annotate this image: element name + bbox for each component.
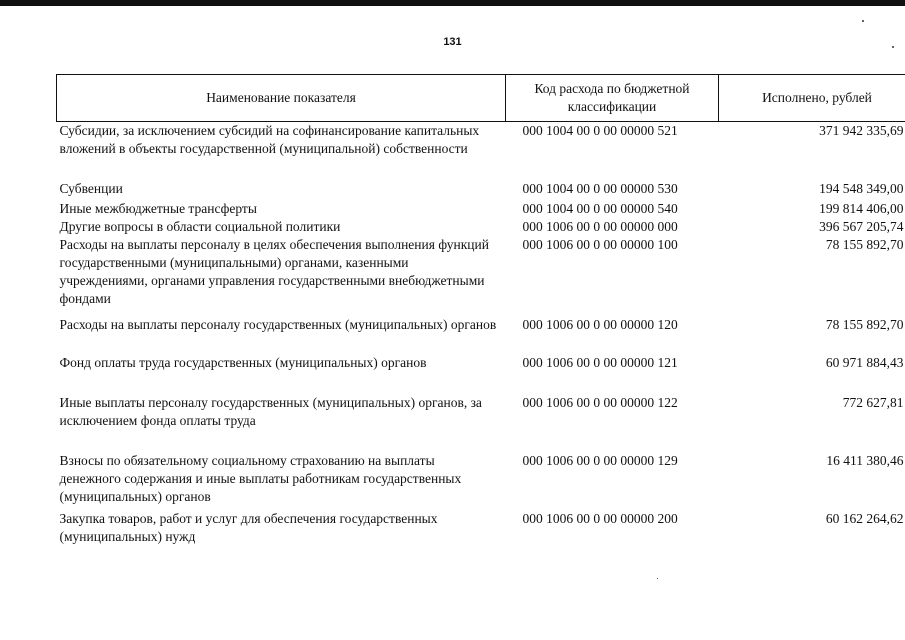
row-code: 000 1006 00 0 00 00000 121 xyxy=(522,354,678,370)
table-row xyxy=(57,316,905,354)
row-name: Иные выплаты персоналу государственных (муниципальных) органов, за исключением фонда оплаты труда xyxy=(59,394,482,428)
budget-execution-table xyxy=(56,74,905,550)
row-code: 000 1006 00 0 00 00000 000 xyxy=(522,218,678,234)
row-name: Другие вопросы в области социальной политики xyxy=(59,218,341,234)
row-code: 000 1006 00 0 00 00000 122 xyxy=(522,394,678,410)
row-code: 000 1004 00 0 00 00000 530 xyxy=(522,180,678,196)
row-name: Субсидии, за исключением субсидий на софинансирование капитальных вложений в объекты государственной (муниципальной) собственности xyxy=(59,123,480,156)
row-code: 000 1006 00 0 00 00000 129 xyxy=(522,452,678,468)
table-header-row xyxy=(57,75,905,122)
row-amount: 78 155 892,70 xyxy=(825,316,904,332)
row-amount: 194 548 349,00 xyxy=(819,180,904,196)
scan-top-border xyxy=(0,0,905,6)
row-amount: 199 814 406,00 xyxy=(819,200,904,216)
row-amount: 16 411 380,46 xyxy=(826,452,904,468)
row-code: 000 1006 00 0 00 00000 120 xyxy=(522,316,678,332)
row-name: Расходы на выплаты персоналу в целях обеспечения выполнения функций государственными (муниципальными) органами, казенными учреждениями, органами управления государственными внебюджетными фондами xyxy=(59,236,489,306)
row-name: Иные межбюджетные трансферты xyxy=(59,200,257,216)
scan-speck xyxy=(862,20,864,22)
scan-speck xyxy=(892,46,894,48)
table-row xyxy=(57,394,905,452)
row-name: Фонд оплаты труда государственных (муниципальных) органов xyxy=(59,354,427,370)
row-amount: 60 162 264,62 xyxy=(825,510,904,526)
table-row xyxy=(57,452,905,510)
table-row xyxy=(57,218,905,236)
row-name: Взносы по обязательному социальному страхованию на выплаты денежного содержания и иные выплаты работникам государственных (муниципальных) органов xyxy=(59,452,462,504)
table-row xyxy=(57,354,905,394)
header-executed-amount: Исполнено, рублей xyxy=(719,75,905,122)
table-row xyxy=(57,510,905,550)
row-amount: 772 627,81 xyxy=(842,394,904,410)
row-code: 000 1004 00 0 00 00000 521 xyxy=(522,123,678,138)
row-code: 000 1006 00 0 00 00000 200 xyxy=(522,510,678,526)
table-row xyxy=(57,200,905,218)
header-indicator-name: Наименование показателя xyxy=(57,75,506,122)
row-name: Закупка товаров, работ и услуг для обеспечения государственных (муниципальных) нужд xyxy=(59,510,438,544)
row-amount: 371 942 335,69 xyxy=(819,123,904,138)
table-row xyxy=(57,122,905,180)
scan-speck xyxy=(657,578,658,579)
page-number: 131 xyxy=(443,36,462,48)
row-code: 000 1004 00 0 00 00000 540 xyxy=(522,200,678,216)
header-expense-code: Код расхода по бюджетной классификации xyxy=(506,75,719,122)
table-row xyxy=(57,236,905,316)
table-row xyxy=(57,180,905,200)
row-amount: 60 971 884,43 xyxy=(825,354,904,370)
row-name: Субвенции xyxy=(59,180,123,196)
row-code: 000 1006 00 0 00 00000 100 xyxy=(522,236,678,252)
row-amount: 396 567 205,74 xyxy=(819,218,904,234)
row-amount: 78 155 892,70 xyxy=(825,236,904,252)
row-name: Расходы на выплаты персоналу государственных (муниципальных) органов xyxy=(59,316,497,332)
